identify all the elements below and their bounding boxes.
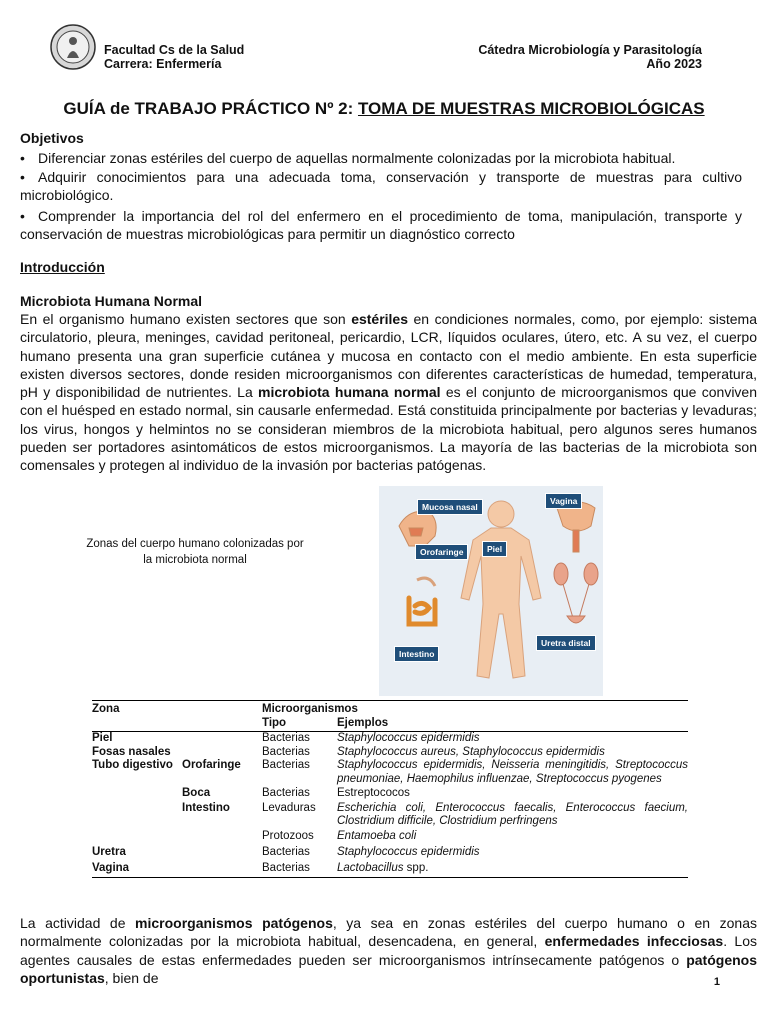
- cell-zona: Piel: [92, 732, 113, 744]
- objective-3: • Comprender la importancia del rol del enfermero en el procedimiento de toma, manipulación, transporte y conservación de muestras microbiológicas para permitir un diagnóstico correcto: [20, 208, 742, 243]
- figure-caption: [60, 536, 330, 568]
- cell-subzona: [182, 843, 262, 860]
- label-vagina: Vagina: [545, 493, 582, 509]
- label-orofaringe: Orofaringe: [415, 544, 468, 560]
- faculty-name: Facultad Cs de la Salud: [104, 43, 245, 57]
- microbiota-paragraph: [20, 310, 757, 475]
- microbiota-table: [92, 700, 688, 878]
- objective-3-text: Comprender la importancia del rol del enfermero en el procedimiento de toma, manipulación, transporte y conservación de muestras microbiológicas para permitir un diagnóstico correcto: [20, 208, 742, 243]
- para-bold-1: estériles: [351, 311, 409, 327]
- cell-ejemplos: Estreptococos: [337, 787, 410, 799]
- cell-subzona: [182, 746, 262, 760]
- closing-text-c: . Los agentes causales de estas enfermedades pueden ser microorganismos intrínsecamente patógenos o: [20, 933, 758, 968]
- body-microbiota-figure: [379, 486, 603, 696]
- table-row: [92, 787, 688, 801]
- closing-text-b: , ya sea en zonas estériles del cuerpo humano o en zonas normalmente colonizadas por la microbiota habitual, desencadena, en general,: [20, 915, 757, 950]
- cell-zona: Vagina: [92, 861, 130, 874]
- cell-ejemplos: Staphylococcus epidermidis: [337, 846, 480, 858]
- closing-bold-c: patógenos oportunistas: [20, 951, 757, 986]
- cell-tipo: Levaduras: [262, 801, 316, 814]
- cell-zona: [92, 801, 182, 830]
- cell-zona: [92, 787, 182, 801]
- intro-heading: Introducción: [20, 259, 105, 275]
- closing-bold-b: enfermedades infecciosas: [544, 933, 724, 950]
- closing-text-a: La actividad de: [20, 915, 136, 931]
- table-row: [92, 746, 688, 760]
- cell-tipo: Bacterias: [262, 759, 310, 771]
- cell-ejemplos: Staphylococcus epidermidis: [337, 732, 480, 744]
- table-row: [92, 843, 688, 860]
- page-title: [0, 99, 768, 119]
- objective-1-text: Diferenciar zonas estériles del cuerpo de aquellas normalmente colonizadas por la microbiota habitual.: [38, 150, 676, 166]
- title-prefix: GUÍA de TRABAJO PRÁCTICO Nº 2:: [63, 99, 358, 118]
- cell-zona: Tubo digestivo: [92, 759, 173, 771]
- cell-subzona: [182, 860, 262, 878]
- cell-tipo: Bacterias: [262, 745, 310, 758]
- cell-subzona: [182, 732, 262, 746]
- para-bold-2: microbiota humana normal: [258, 384, 441, 401]
- cell-tipo: Bacterias: [262, 861, 310, 874]
- cell-ejemplos: Staphylococcus epidermidis, Neisseria meningitidis, Streptococcus pneumoniae, Haemophilus influenzae, Streptococcus pyogenes: [337, 759, 688, 785]
- closing-bold-a: microorganismos patógenos: [135, 915, 333, 931]
- para-text-2: en condiciones normales, como, por ejemplo: sistema circulatorio, pleura, meninges, cavidad peritoneal, pericardio, LCR, líquidos oculares, útero, etc. A su vez, el cuerpo humano presenta una gran superficie cutánea y mucosa en contacto con el medio ambiente. En esta superficie existen diversos sectores, donde residen microorganismos con diferentes características de humedad, temperatura, pH y disponibilidad de nutrientes. La: [20, 311, 758, 401]
- table-row: [92, 830, 688, 844]
- label-intestino: Intestino: [394, 646, 439, 662]
- cell-zona: Fosas nasales: [92, 745, 171, 758]
- cell-subzona: Boca: [182, 787, 211, 799]
- table-header-row: [92, 701, 688, 717]
- cell-subzona: [182, 830, 262, 844]
- cell-zona: Uretra: [92, 846, 126, 858]
- university-seal: [50, 24, 96, 70]
- title-underlined: TOMA DE MUESTRAS MICROBIOLÓGICAS: [357, 99, 705, 118]
- closing-text-d: , bien de: [104, 969, 159, 986]
- objectives-heading: Objetivos: [20, 130, 84, 146]
- cell-tipo: Bacterias: [262, 787, 310, 799]
- label-mucosa-nasal: Mucosa nasal: [417, 499, 483, 515]
- objective-1: • Diferenciar zonas estériles del cuerpo de aquellas normalmente colonizadas por la microbiota habitual.: [20, 150, 676, 166]
- table-row: [92, 732, 688, 746]
- chair-name: Cátedra Microbiología y Parasitología: [478, 43, 702, 57]
- table-row: [92, 801, 688, 830]
- cell-subzona: Intestino: [182, 801, 230, 814]
- objective-2-text: Adquirir conocimientos para una adecuada toma, conservación y transporte de muestras para cultivo microbiológico.: [20, 169, 742, 204]
- para-text-1: En el organismo humano existen sectores que son: [20, 311, 352, 327]
- para-text-3: es el conjunto de microorganismos que conviven con el huésped en estado normal, sin causarle enfermedad. Está constituida principalmente por bacterias y levaduras; los virus, hongos y helmintos no se consideran miembros de la microbiota habitual, pero algunos seres humanos pueden ser portadores asintomáticos de estos microorganismos. La mayoría de las bacterias de la microbiota son comensales y protegen al individuo de la invasión por bacterias patógenas.: [20, 384, 757, 474]
- figure-caption-line-1: Zonas del cuerpo humano colonizadas por: [86, 538, 304, 550]
- year: Año 2023: [646, 57, 702, 71]
- spp-suffix: spp.: [403, 861, 429, 874]
- closing-paragraph: [20, 914, 757, 987]
- cell-tipo: Protozoos: [262, 829, 314, 842]
- cell-tipo: Bacterias: [262, 846, 310, 858]
- table-row: [92, 759, 688, 787]
- cell-ejemplos: Staphylococcus aureus, Staphylococcus epidermidis: [337, 745, 605, 758]
- page-number: 1: [713, 976, 720, 988]
- header-ejemplos: Ejemplos: [337, 716, 389, 729]
- cell-ejemplos: Lactobacillus spp.: [337, 861, 429, 874]
- career-name: Carrera: Enfermería: [104, 57, 222, 71]
- objective-2: • Adquirir conocimientos para una adecuada toma, conservación y transporte de muestras para cultivo microbiológico.: [20, 169, 742, 204]
- cell-zona: [92, 830, 182, 844]
- header-microorganismos: Microorganismos: [262, 703, 358, 715]
- label-uretra-distal: Uretra distal: [536, 635, 596, 651]
- table-row: [92, 860, 688, 878]
- cell-ejemplos: Entamoeba coli: [337, 829, 417, 842]
- figure-caption-line-2: la microbiota normal: [143, 554, 247, 566]
- header-zona: Zona: [92, 703, 120, 715]
- cell-subzona: Orofaringe: [182, 759, 241, 771]
- body-illustration: [379, 486, 603, 696]
- header-tipo: Tipo: [262, 716, 287, 729]
- label-piel: Piel: [482, 541, 507, 557]
- microbiota-heading: Microbiota Humana Normal: [20, 293, 203, 309]
- table-subheader-row: [92, 717, 688, 732]
- cell-ejemplos: Escherichia coli, Enterococcus faecalis, Enterococcus faecium, Clostridium difficile, Clostridium perfringens: [337, 801, 688, 827]
- cell-tipo: Bacterias: [262, 732, 310, 744]
